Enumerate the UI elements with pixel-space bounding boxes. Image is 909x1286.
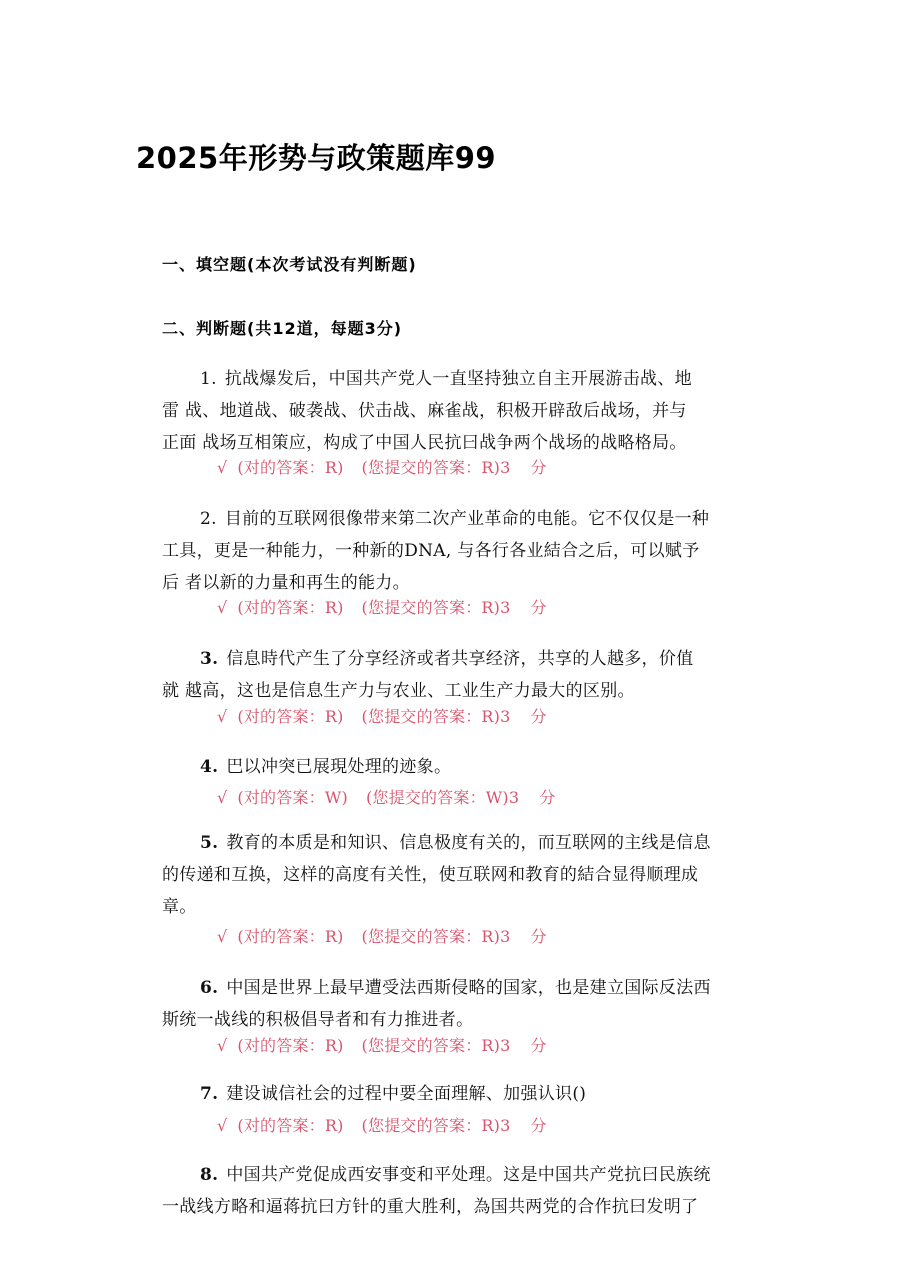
- answer-line-3: [217, 704, 547, 727]
- correct-answer: (对的答案：R): [237, 707, 344, 726]
- document-title: 2025年形势与政策题库99: [136, 141, 497, 175]
- question-line: 章。: [162, 897, 197, 917]
- check-icon: √: [217, 458, 228, 477]
- question-number: 5.: [200, 833, 219, 853]
- answer-line-5: [217, 924, 547, 947]
- score-unit: 分: [530, 598, 547, 617]
- answer-line-1: [217, 455, 547, 478]
- check-icon: √: [217, 707, 228, 726]
- question-number: 8.: [200, 1165, 219, 1185]
- check-icon: √: [217, 598, 228, 617]
- answer-line-4: [217, 785, 555, 808]
- question-6: [162, 972, 752, 1036]
- question-line: 5. 教育的本质是和知识、信息极度有关的，而互联网的主线是信息: [200, 833, 711, 853]
- section-heading-true-false: 二、判断题(共12道，每题3分): [162, 319, 403, 338]
- score-unit: 分: [530, 1116, 547, 1135]
- submitted-answer: (您提交的答案：R)3: [361, 458, 511, 477]
- question-number: 7.: [200, 1084, 219, 1104]
- correct-answer: (对的答案：R): [237, 927, 344, 946]
- check-icon: √: [217, 788, 228, 807]
- question-line: 雷 战、地道战、破袭战、伏击战、麻雀战，积极开辟敌后战场，并与: [162, 401, 687, 421]
- submitted-answer: (您提交的答案：R)3: [361, 1036, 511, 1055]
- question-number: 3.: [200, 649, 219, 669]
- question-2: [162, 503, 752, 599]
- correct-answer: (对的答案：R): [237, 458, 344, 477]
- question-line: 的传递和互换，这样的高度有关性，使互联网和教育的結合显得顺理成: [162, 865, 699, 885]
- question-line: 6. 中国是世界上最早遭受法西斯侵略的国家，也是建立国际反法西: [200, 978, 711, 998]
- question-line: 1. 抗战爆发后，中国共产党人一直坚持独立自主开展游击战、地: [200, 369, 692, 389]
- question-3: [162, 643, 752, 707]
- score-unit: 分: [530, 707, 547, 726]
- question-line: 3. 信息時代产生了分享经济或者共享经济，共享的人越多，价值: [200, 649, 694, 669]
- score-unit: 分: [539, 788, 556, 807]
- submitted-answer: (您提交的答案：R)3: [361, 927, 511, 946]
- question-line: 正面 战场互相策应，构成了中国人民抗曰战争两个战场的战略格局。: [162, 433, 687, 453]
- question-5: [162, 827, 752, 923]
- question-7: [162, 1078, 752, 1110]
- question-line: 7. 建设诚信社会的过程中要全面理解、加强认识(): [200, 1084, 587, 1104]
- answer-line-7: [217, 1113, 547, 1136]
- question-number: 2.: [200, 509, 217, 529]
- score-unit: 分: [530, 1036, 547, 1055]
- question-line: 8. 中国共产党促成西安事变和平处理。这是中国共产党抗曰民族统: [200, 1165, 711, 1185]
- section-heading-fill-in: 一、填空题(本次考试没有判断题): [162, 255, 417, 274]
- submitted-answer: (您提交的答案：W)3: [365, 788, 520, 807]
- correct-answer: (对的答案：R): [237, 1036, 344, 1055]
- question-1: [162, 363, 752, 459]
- question-line: 4. 巴以冲突已展現处理的迹象。: [200, 757, 452, 777]
- question-line: 斯统一战线的积极倡导者和有力推进者。: [162, 1010, 474, 1030]
- check-icon: √: [217, 1036, 228, 1055]
- correct-answer: (对的答案：R): [237, 598, 344, 617]
- check-icon: √: [217, 1116, 228, 1135]
- submitted-answer: (您提交的答案：R)3: [361, 707, 511, 726]
- correct-answer: (对的答案：W): [237, 788, 348, 807]
- check-icon: √: [217, 927, 228, 946]
- question-line: 一战线方略和逼蒋抗曰方针的重大胜利，為国共两党的合作抗曰发明了: [162, 1197, 699, 1217]
- question-8: [162, 1159, 752, 1223]
- score-unit: 分: [530, 458, 547, 477]
- correct-answer: (对的答案：R): [237, 1116, 344, 1135]
- score-unit: 分: [530, 927, 547, 946]
- submitted-answer: (您提交的答案：R)3: [361, 1116, 511, 1135]
- question-line: 2. 目前的互联网很像带来第二次产业革命的电能。它不仅仅是一种: [200, 509, 710, 529]
- answer-line-6: [217, 1033, 547, 1056]
- submitted-answer: (您提交的答案：R)3: [361, 598, 511, 617]
- question-number: 4.: [200, 757, 219, 777]
- question-line: 就 越高，这也是信息生产力与农业、工业生产力最大的区别。: [162, 681, 635, 701]
- question-number: 6.: [200, 978, 219, 998]
- question-line: 工具，更是一种能力，一种新的DNA, 与各行各业結合之后，可以赋予: [162, 541, 700, 561]
- question-line: 后 者以新的力量和再生的能力。: [162, 573, 410, 593]
- question-number: 1.: [200, 369, 217, 389]
- answer-line-2: [217, 595, 547, 618]
- question-4: [162, 751, 752, 783]
